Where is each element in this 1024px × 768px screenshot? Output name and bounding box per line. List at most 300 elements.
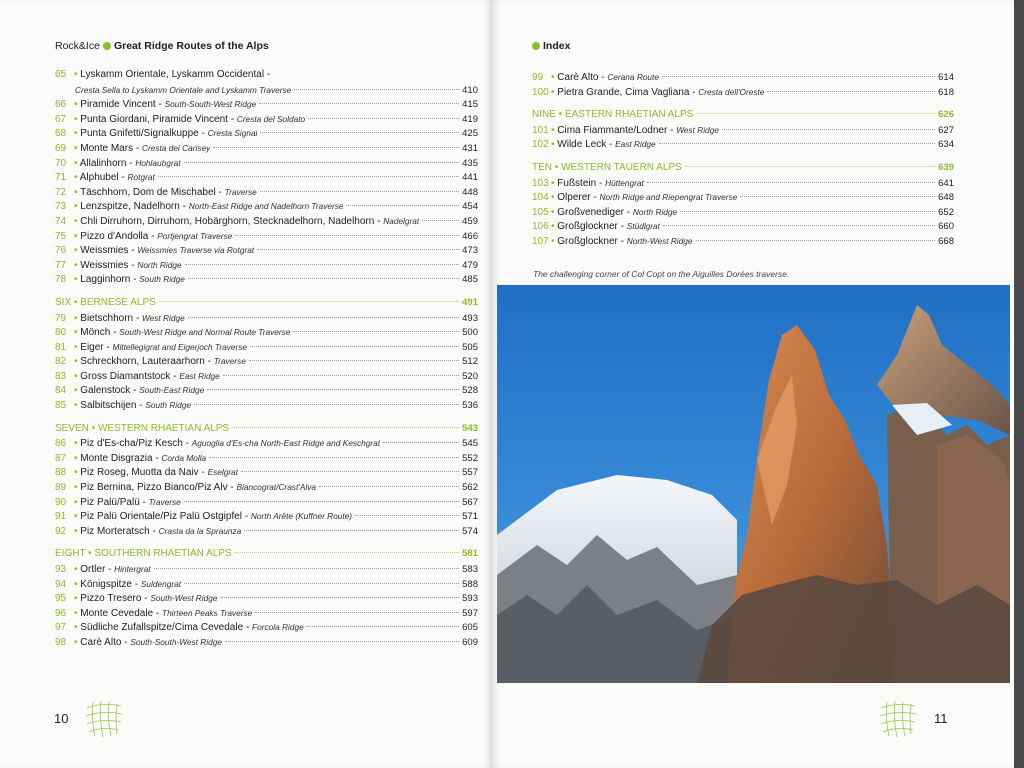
peak-name: Allalinhorn xyxy=(79,157,127,169)
bullet-separator: • xyxy=(74,215,81,227)
dash-separator: - xyxy=(121,636,131,648)
bullet-separator: • xyxy=(74,400,81,412)
page-ref: 581 xyxy=(462,548,478,560)
route-name: East Ridge xyxy=(179,370,220,381)
dot-leader xyxy=(346,205,459,206)
dash-separator: - xyxy=(133,142,142,154)
bullet-separator: • xyxy=(551,139,558,151)
page-ref: 652 xyxy=(938,206,954,218)
dot-leader xyxy=(158,176,459,177)
page-ref: 459 xyxy=(462,215,478,227)
page-ref: 493 xyxy=(462,312,478,324)
entry-text xyxy=(55,451,206,466)
peak-name: Großvenediger xyxy=(557,206,624,218)
peak-name: Piz Palü/Palü xyxy=(80,496,140,508)
toc-entry xyxy=(55,495,478,510)
dot-leader xyxy=(293,331,459,332)
dot-leader xyxy=(184,501,459,502)
bullet-separator: • xyxy=(551,206,558,218)
entry-text xyxy=(55,214,419,229)
dot-leader xyxy=(235,552,459,553)
section-title: SOUTHERN RHAETIAN ALPS xyxy=(94,548,232,560)
page-number-right: 11 xyxy=(934,711,948,726)
route-number: 79 xyxy=(55,312,67,324)
bullet-separator: • xyxy=(74,467,81,479)
toc-entry xyxy=(55,480,478,495)
dot-leader xyxy=(659,143,935,144)
toc-entry xyxy=(532,205,954,220)
dash-separator: - xyxy=(130,274,140,286)
peak-name: Piz Morteratsch xyxy=(80,525,150,537)
entry-text xyxy=(532,123,719,138)
entry-text xyxy=(55,243,254,258)
dash-separator: - xyxy=(374,215,384,227)
toc-entry xyxy=(55,465,478,480)
toc-entry xyxy=(55,635,478,650)
peak-name: Wilde Leck xyxy=(557,139,607,151)
route-name: Traverse xyxy=(224,186,257,197)
dot-leader xyxy=(159,301,459,302)
peak-name: Piz Roseg, Muotta da Naiv xyxy=(80,467,199,479)
entry-text xyxy=(55,635,222,650)
bullet-separator: • xyxy=(74,230,81,242)
toc-entry xyxy=(55,156,478,171)
page-ref: 419 xyxy=(462,113,478,125)
route-number: 105 xyxy=(532,206,549,218)
dot-leader xyxy=(250,346,459,347)
contents-list-left xyxy=(55,68,478,650)
route-number: 103 xyxy=(532,177,549,189)
entry-text xyxy=(55,620,304,635)
route-name: Nadelgrat xyxy=(383,215,420,226)
entry-text xyxy=(55,258,182,273)
peak-name: Olperer xyxy=(557,192,591,204)
peak-name: Monte Disgrazia xyxy=(80,452,153,464)
section-title: EASTERN RHAETIAN ALPS xyxy=(564,109,694,121)
bullet-separator: • xyxy=(74,636,81,648)
route-number: 78 xyxy=(55,274,67,286)
peak-name: Salbitschijen xyxy=(80,400,137,412)
entry-text xyxy=(532,137,656,152)
dot-leader xyxy=(260,191,459,192)
entry-text xyxy=(55,141,210,156)
route-name: South-East Ridge xyxy=(139,385,205,396)
peak-name: Ortler xyxy=(80,564,106,575)
entry-text xyxy=(55,156,181,171)
entry-text xyxy=(55,369,220,384)
peak-name: Piramide Vincent xyxy=(80,99,156,111)
route-name: South Ridge xyxy=(139,274,185,285)
bullet-separator: • xyxy=(74,274,81,286)
header-title: Index xyxy=(543,40,571,52)
bullet-separator: • xyxy=(74,564,81,575)
entry-text xyxy=(55,97,256,112)
toc-entry xyxy=(55,562,478,577)
dash-separator: - xyxy=(689,86,699,98)
toc-entry xyxy=(55,620,478,635)
page-ref: 448 xyxy=(462,186,478,198)
section-heading xyxy=(55,296,478,311)
dot-leader xyxy=(260,132,459,133)
toc-entry xyxy=(55,509,478,524)
route-number: 90 xyxy=(55,496,67,508)
route-name: North-West Ridge xyxy=(626,235,693,246)
route-name: South-South-West Ridge xyxy=(130,636,222,647)
dot-leader xyxy=(235,235,459,236)
entry-text xyxy=(55,606,252,621)
dot-leader xyxy=(685,166,935,167)
toc-entry xyxy=(55,243,478,258)
peak-name: Bietschhorn xyxy=(80,312,134,324)
dash-separator: - xyxy=(227,113,237,125)
route-number: 77 xyxy=(55,259,67,271)
dash-separator: - xyxy=(590,192,600,204)
entry-text xyxy=(55,170,155,185)
route-number: 101 xyxy=(532,124,549,136)
page-ref: 431 xyxy=(462,142,478,154)
dash-separator: - xyxy=(667,124,677,136)
page-ref: 562 xyxy=(462,482,478,494)
route-name: South-South-West Ridge xyxy=(164,99,257,110)
section-heading xyxy=(55,422,478,437)
route-name: Cresta Sella to Lyskamm Orientale and Lyskamm Traverse xyxy=(75,84,292,95)
route-number: 100 xyxy=(532,86,549,98)
entry-text xyxy=(55,272,185,287)
route-number: 84 xyxy=(55,385,67,397)
page-ref: 528 xyxy=(462,385,478,397)
entry-text xyxy=(55,591,218,606)
green-dot-icon xyxy=(103,42,111,50)
toc-entry xyxy=(55,311,478,326)
page-ref: 634 xyxy=(938,139,954,151)
route-name: Stüdlgrat xyxy=(626,221,660,232)
bullet-separator: • xyxy=(74,142,81,154)
route-name: Cerana Route xyxy=(607,72,659,82)
page-ref: 491 xyxy=(462,296,478,308)
bullet-separator: • xyxy=(74,482,81,494)
dash-separator: - xyxy=(128,245,138,257)
toc-entry xyxy=(55,97,478,112)
page-number-left: 10 xyxy=(54,711,69,726)
dot-leader xyxy=(696,113,935,114)
section-number: SIX xyxy=(55,296,72,308)
bullet-separator: • xyxy=(74,327,81,339)
page-ref: 485 xyxy=(462,274,478,286)
dash-separator: - xyxy=(182,438,192,450)
toc-entry xyxy=(55,606,478,621)
mountain-photo xyxy=(497,285,1010,683)
toc-entry xyxy=(55,214,478,229)
entry-text xyxy=(532,161,682,175)
dash-separator: - xyxy=(133,312,142,324)
peak-name: Piz d'Es-cha/Piz Kesch xyxy=(80,438,183,450)
entry-text xyxy=(55,185,257,200)
dash-separator: - xyxy=(110,327,120,339)
route-name: Aguoglia d'Es-cha North-East Ridge and Keschgrat xyxy=(191,438,381,449)
dash-separator: - xyxy=(130,385,140,397)
page-ref: 543 xyxy=(462,422,478,434)
route-name: Rotgrat xyxy=(127,172,155,183)
dash-separator: - xyxy=(131,578,141,590)
route-number: 70 xyxy=(55,157,67,169)
route-number: 66 xyxy=(55,99,67,111)
dash-separator: - xyxy=(204,356,214,368)
toc-entry xyxy=(532,70,954,85)
route-name: South-West Ridge and Normal Route Traverse xyxy=(119,327,291,338)
bullet-separator: • xyxy=(88,422,98,434)
route-number: 69 xyxy=(55,142,67,154)
section-title: WESTERN RHAETIAN ALPS xyxy=(97,422,230,434)
toc-entry xyxy=(55,126,478,141)
section-heading xyxy=(532,108,954,123)
rope-net-icon xyxy=(877,698,919,740)
toc-entry xyxy=(55,577,478,592)
peak-name: Monte Cevedale xyxy=(80,607,154,619)
toc-entry xyxy=(532,190,954,205)
dot-leader xyxy=(232,427,459,428)
peak-name: Königspitze xyxy=(80,578,132,590)
page-ref: 425 xyxy=(462,128,478,140)
peak-name: Gross Diamantstock xyxy=(80,370,171,382)
bullet-separator: • xyxy=(74,259,81,271)
dot-leader xyxy=(241,471,459,472)
dot-leader xyxy=(740,196,935,197)
dot-leader xyxy=(213,147,459,148)
page-ref: 597 xyxy=(462,607,478,619)
toc-entry xyxy=(55,83,478,98)
route-name: North Arête (Kuffner Route) xyxy=(250,511,353,522)
entry-text xyxy=(55,311,185,326)
dot-leader xyxy=(680,211,935,212)
dot-leader xyxy=(294,89,459,90)
dash-separator: - xyxy=(170,370,180,382)
entry-text xyxy=(55,562,151,577)
bullet-separator: • xyxy=(555,109,565,121)
entry-text xyxy=(55,112,305,127)
page-ref: 410 xyxy=(462,84,478,96)
bullet-separator: • xyxy=(551,86,558,98)
toc-entry xyxy=(55,340,478,355)
route-number: 85 xyxy=(55,400,67,412)
dash-separator: - xyxy=(179,201,189,213)
peak-name: Galenstock xyxy=(80,385,131,397)
route-name: Hüttengrat xyxy=(605,177,644,188)
dot-leader xyxy=(663,225,935,226)
bullet-separator: • xyxy=(74,186,81,198)
page-ref: 626 xyxy=(938,109,954,121)
peak-name: Lyskamm Orientale, Lyskamm Occidental - xyxy=(80,69,271,80)
photo-caption: The challenging corner of Col Copt on the Aiguilles Dorées traverse. xyxy=(533,269,790,279)
entry-text xyxy=(532,176,644,191)
toc-entry xyxy=(55,199,478,214)
peak-name: Südliche Zufallspitze/Cima Cevedale xyxy=(80,622,244,634)
dash-separator: - xyxy=(136,400,146,412)
book-edge xyxy=(1014,0,1024,768)
dot-leader xyxy=(767,91,935,92)
route-name: Traverse xyxy=(213,356,246,367)
toc-entry xyxy=(532,234,954,249)
page-ref: 588 xyxy=(462,578,478,590)
bullet-separator: • xyxy=(74,157,80,169)
peak-name: Carè Alto xyxy=(80,636,122,648)
entry-text xyxy=(55,68,270,82)
dash-separator: - xyxy=(153,607,162,619)
bullet-separator: • xyxy=(74,172,80,184)
bullet-separator: • xyxy=(74,370,81,382)
route-name: Cresta dell'Oreste xyxy=(698,86,765,97)
route-number: 71 xyxy=(55,172,67,184)
running-header-right xyxy=(532,40,570,52)
dot-leader xyxy=(249,360,459,361)
peak-name: Piz Palü Orientale/Piz Palü Ostgipfel xyxy=(80,511,243,523)
peak-name: Großglockner xyxy=(557,235,618,247)
entry-text xyxy=(55,325,290,340)
page-ref: 545 xyxy=(462,438,478,450)
peak-name: Piz Bernina, Pizzo Bianco/Piz Alv xyxy=(80,482,228,494)
dot-leader xyxy=(223,375,459,376)
peak-name: Chli Dirruhorn, Dirruhorn, Hobärghorn, Stecknadelhorn, Nadelhorn xyxy=(80,215,375,227)
bullet-separator: • xyxy=(74,438,81,450)
section-title: BERNESE ALPS xyxy=(80,296,156,308)
bullet-separator: • xyxy=(74,525,81,537)
dash-separator: - xyxy=(103,341,113,353)
route-name: Cresta dei Carisey xyxy=(141,142,211,153)
bullet-separator: • xyxy=(74,99,81,111)
dot-leader xyxy=(722,129,935,130)
toc-entry xyxy=(55,68,478,83)
entry-text xyxy=(55,465,238,480)
route-name: Corda Molla xyxy=(161,452,207,463)
entry-text xyxy=(55,577,181,592)
dash-separator: - xyxy=(617,221,627,233)
route-number: 93 xyxy=(55,564,67,575)
page-ref: 627 xyxy=(938,124,954,136)
toc-entry xyxy=(532,219,954,234)
dot-leader xyxy=(207,389,459,390)
dot-leader xyxy=(154,568,460,569)
toc-entry xyxy=(55,141,478,156)
entry-text xyxy=(532,70,659,85)
toc-entry xyxy=(55,369,478,384)
peak-name: Carè Alto xyxy=(557,72,599,83)
route-name: West Ridge xyxy=(141,312,185,323)
section-number: EIGHT xyxy=(55,548,86,560)
toc-entry xyxy=(532,137,954,152)
section-number: SEVEN xyxy=(55,422,89,434)
peak-name: Fußstein xyxy=(557,177,597,189)
route-name: Biancograt/Crast'Alva xyxy=(236,482,316,493)
dash-separator: - xyxy=(148,230,158,242)
route-name: Hohlaubgrat xyxy=(135,157,181,168)
green-dot-icon xyxy=(532,42,540,50)
page-ref: 441 xyxy=(462,172,478,184)
dash-separator: - xyxy=(606,139,616,151)
dash-separator: - xyxy=(155,99,165,111)
dot-leader xyxy=(184,162,460,163)
dash-separator: - xyxy=(139,496,149,508)
page-ref: 641 xyxy=(938,177,954,189)
dash-separator: - xyxy=(118,172,128,184)
bullet-separator: • xyxy=(74,312,81,324)
route-number: 88 xyxy=(55,467,67,479)
bullet-separator: • xyxy=(551,235,558,247)
toc-entry xyxy=(55,436,478,451)
peak-name: Alphubel xyxy=(79,172,119,184)
entry-text xyxy=(55,229,232,244)
entry-text xyxy=(55,436,380,451)
peak-name: Schreckhorn, Lauteraarhorn xyxy=(80,356,205,368)
bullet-separator: • xyxy=(551,221,558,233)
dash-separator: - xyxy=(152,452,162,464)
route-number: 97 xyxy=(55,622,67,634)
page-ref: 512 xyxy=(462,356,478,368)
bullet-separator: • xyxy=(74,593,81,605)
page-ref: 609 xyxy=(462,636,478,648)
page-ref: 473 xyxy=(462,245,478,257)
page-ref: 520 xyxy=(462,370,478,382)
page-ref: 614 xyxy=(938,72,954,83)
dot-leader xyxy=(647,182,935,183)
toc-entry xyxy=(55,451,478,466)
toc-entry xyxy=(55,354,478,369)
page-ref: 505 xyxy=(462,341,478,353)
route-number: 104 xyxy=(532,192,549,204)
entry-text xyxy=(532,219,660,234)
route-name: West Ridge xyxy=(676,124,719,135)
route-name: Weissmies Traverse via Rotgrat xyxy=(137,245,255,256)
page-ref: 466 xyxy=(462,230,478,242)
dash-separator: - xyxy=(141,593,151,605)
section-heading xyxy=(532,161,954,176)
section-heading xyxy=(55,547,478,562)
route-number: 83 xyxy=(55,370,67,382)
toc-entry xyxy=(55,325,478,340)
page-ref: 583 xyxy=(462,564,478,575)
peak-name: Weissmies xyxy=(80,259,129,271)
toc-entry xyxy=(532,176,954,191)
entry-text xyxy=(55,340,247,355)
left-page xyxy=(0,0,492,768)
route-name: Hintergrat xyxy=(114,564,151,574)
bullet-separator: • xyxy=(74,341,81,353)
route-name: East Ridge xyxy=(615,139,656,150)
route-name: Crasta da la Spraunza xyxy=(158,525,242,536)
toc-entry xyxy=(55,272,478,287)
route-number: 94 xyxy=(55,578,67,590)
dot-leader xyxy=(422,220,459,221)
route-number: 67 xyxy=(55,113,67,125)
entry-text xyxy=(55,126,257,141)
bullet-separator: • xyxy=(74,496,81,508)
dot-leader xyxy=(225,641,459,642)
bullet-separator: • xyxy=(74,128,81,140)
bullet-separator: • xyxy=(74,385,81,397)
dash-separator: - xyxy=(126,157,136,169)
dot-leader xyxy=(185,264,460,265)
dash-separator: - xyxy=(105,564,115,575)
page-ref: 536 xyxy=(462,400,478,412)
entry-text xyxy=(55,83,291,98)
section-number: TEN xyxy=(532,161,552,173)
entry-text xyxy=(532,190,737,205)
page-ref: 435 xyxy=(462,157,478,169)
bullet-separator: • xyxy=(71,296,81,308)
bullet-separator: • xyxy=(551,177,558,189)
peak-name: Lagginhorn xyxy=(80,274,131,286)
route-number: 92 xyxy=(55,525,67,537)
dot-leader xyxy=(355,515,459,516)
route-name: Forcola Ridge xyxy=(252,622,304,633)
